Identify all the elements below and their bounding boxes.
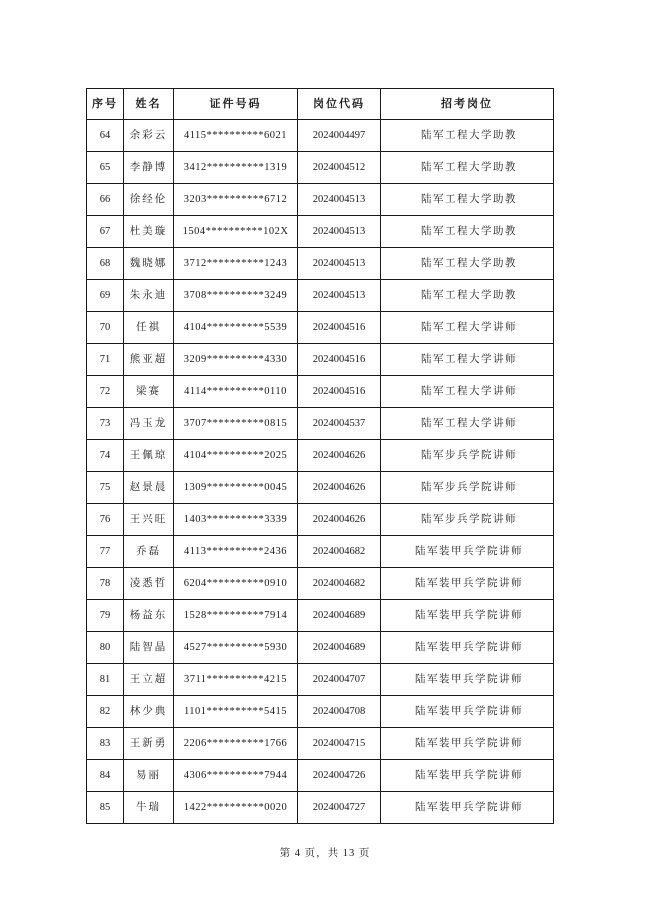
cell-position-code: 2024004626	[298, 472, 381, 504]
cell-index: 77	[87, 536, 124, 568]
table-header-row	[87, 89, 554, 120]
table-row	[87, 120, 554, 152]
cell-recruit-position: 陆军装甲兵学院讲师	[381, 664, 554, 696]
table-row	[87, 760, 554, 792]
cell-name: 王兴旺	[124, 504, 174, 536]
cell-position-code: 2024004682	[298, 568, 381, 600]
table-row	[87, 216, 554, 248]
cell-position-code: 2024004497	[298, 120, 381, 152]
cell-id-number: 3711**********4215	[174, 664, 298, 696]
table-row	[87, 376, 554, 408]
cell-position-code: 2024004516	[298, 344, 381, 376]
cell-recruit-position: 陆军工程大学讲师	[381, 376, 554, 408]
cell-id-number: 6204**********0910	[174, 568, 298, 600]
cell-name: 易丽	[124, 760, 174, 792]
cell-id-number: 1422**********0020	[174, 792, 298, 824]
cell-position-code: 2024004707	[298, 664, 381, 696]
table-row	[87, 152, 554, 184]
candidates-table	[86, 88, 554, 824]
table-row	[87, 312, 554, 344]
cell-index: 69	[87, 280, 124, 312]
cell-name: 李静博	[124, 152, 174, 184]
cell-recruit-position: 陆军装甲兵学院讲师	[381, 568, 554, 600]
cell-id-number: 3209**********4330	[174, 344, 298, 376]
cell-id-number: 4114**********0110	[174, 376, 298, 408]
table-row	[87, 472, 554, 504]
cell-id-number: 2206**********1766	[174, 728, 298, 760]
cell-name: 王立超	[124, 664, 174, 696]
cell-index: 65	[87, 152, 124, 184]
cell-position-code: 2024004513	[298, 280, 381, 312]
cell-name: 王新勇	[124, 728, 174, 760]
cell-id-number: 4104**********5539	[174, 312, 298, 344]
cell-recruit-position: 陆军工程大学助教	[381, 280, 554, 312]
table-row	[87, 280, 554, 312]
table-row	[87, 568, 554, 600]
cell-name: 熊亚超	[124, 344, 174, 376]
cell-index: 78	[87, 568, 124, 600]
cell-index: 76	[87, 504, 124, 536]
cell-name: 魏晓娜	[124, 248, 174, 280]
cell-recruit-position: 陆军工程大学讲师	[381, 408, 554, 440]
cell-recruit-position: 陆军工程大学讲师	[381, 312, 554, 344]
table-row	[87, 600, 554, 632]
cell-recruit-position: 陆军工程大学助教	[381, 184, 554, 216]
cell-index: 67	[87, 216, 124, 248]
cell-id-number: 4527**********5930	[174, 632, 298, 664]
cell-position-code: 2024004513	[298, 216, 381, 248]
cell-id-number: 4104**********2025	[174, 440, 298, 472]
cell-index: 74	[87, 440, 124, 472]
col-header-index: 序号	[87, 89, 124, 120]
cell-recruit-position: 陆军装甲兵学院讲师	[381, 792, 554, 824]
cell-recruit-position: 陆军工程大学助教	[381, 152, 554, 184]
cell-index: 82	[87, 696, 124, 728]
cell-name: 陆智晶	[124, 632, 174, 664]
cell-name: 赵景晨	[124, 472, 174, 504]
cell-position-code: 2024004516	[298, 312, 381, 344]
cell-id-number: 3203**********6712	[174, 184, 298, 216]
cell-name: 牛瑞	[124, 792, 174, 824]
cell-id-number: 4115**********6021	[174, 120, 298, 152]
cell-id-number: 3707**********0815	[174, 408, 298, 440]
table-row	[87, 664, 554, 696]
cell-recruit-position: 陆军工程大学助教	[381, 216, 554, 248]
cell-id-number: 3712**********1243	[174, 248, 298, 280]
table-row	[87, 792, 554, 824]
table-row	[87, 728, 554, 760]
cell-position-code: 2024004537	[298, 408, 381, 440]
cell-position-code: 2024004513	[298, 248, 381, 280]
cell-id-number: 1101**********5415	[174, 696, 298, 728]
cell-recruit-position: 陆军装甲兵学院讲师	[381, 696, 554, 728]
cell-name: 梁赛	[124, 376, 174, 408]
cell-index: 83	[87, 728, 124, 760]
cell-name: 凌悉哲	[124, 568, 174, 600]
cell-recruit-position: 陆军步兵学院讲师	[381, 504, 554, 536]
cell-index: 70	[87, 312, 124, 344]
cell-id-number: 3708**********3249	[174, 280, 298, 312]
cell-position-code: 2024004726	[298, 760, 381, 792]
cell-index: 71	[87, 344, 124, 376]
cell-id-number: 4113**********2436	[174, 536, 298, 568]
table-row	[87, 440, 554, 472]
cell-recruit-position: 陆军步兵学院讲师	[381, 472, 554, 504]
cell-index: 73	[87, 408, 124, 440]
table-row	[87, 184, 554, 216]
cell-id-number: 1528**********7914	[174, 600, 298, 632]
table-row	[87, 248, 554, 280]
table-row	[87, 696, 554, 728]
cell-position-code: 2024004708	[298, 696, 381, 728]
cell-index: 85	[87, 792, 124, 824]
cell-name: 任祺	[124, 312, 174, 344]
cell-recruit-position: 陆军装甲兵学院讲师	[381, 536, 554, 568]
cell-recruit-position: 陆军装甲兵学院讲师	[381, 728, 554, 760]
col-header-code: 岗位代码	[298, 89, 381, 120]
cell-id-number: 1403**********3339	[174, 504, 298, 536]
table-row	[87, 632, 554, 664]
table-row	[87, 536, 554, 568]
cell-name: 林少典	[124, 696, 174, 728]
cell-recruit-position: 陆军装甲兵学院讲师	[381, 760, 554, 792]
cell-recruit-position: 陆军装甲兵学院讲师	[381, 632, 554, 664]
cell-recruit-position: 陆军步兵学院讲师	[381, 440, 554, 472]
page-number: 第 4 页，共 13 页	[279, 848, 371, 859]
cell-position-code: 2024004689	[298, 600, 381, 632]
col-header-position: 招考岗位	[381, 89, 554, 120]
cell-position-code: 2024004727	[298, 792, 381, 824]
table-row	[87, 344, 554, 376]
cell-name: 徐经伦	[124, 184, 174, 216]
cell-index: 75	[87, 472, 124, 504]
cell-id-number: 4306**********7944	[174, 760, 298, 792]
col-header-name: 姓名	[124, 89, 174, 120]
cell-position-code: 2024004626	[298, 504, 381, 536]
cell-recruit-position: 陆军工程大学助教	[381, 248, 554, 280]
cell-name: 朱永迪	[124, 280, 174, 312]
cell-position-code: 2024004513	[298, 184, 381, 216]
cell-name: 冯玉龙	[124, 408, 174, 440]
cell-position-code: 2024004516	[298, 376, 381, 408]
cell-name: 余彩云	[124, 120, 174, 152]
cell-position-code: 2024004512	[298, 152, 381, 184]
table-row	[87, 408, 554, 440]
cell-recruit-position: 陆军工程大学讲师	[381, 344, 554, 376]
cell-recruit-position: 陆军工程大学助教	[381, 120, 554, 152]
cell-position-code: 2024004626	[298, 440, 381, 472]
cell-index: 66	[87, 184, 124, 216]
col-header-id: 证件号码	[174, 89, 298, 120]
cell-name: 乔磊	[124, 536, 174, 568]
cell-name: 王佩琼	[124, 440, 174, 472]
cell-position-code: 2024004689	[298, 632, 381, 664]
cell-position-code: 2024004682	[298, 536, 381, 568]
cell-id-number: 3412**********1319	[174, 152, 298, 184]
cell-name: 杜美璇	[124, 216, 174, 248]
cell-index: 72	[87, 376, 124, 408]
cell-index: 84	[87, 760, 124, 792]
cell-id-number: 1309**********0045	[174, 472, 298, 504]
table-row	[87, 504, 554, 536]
cell-position-code: 2024004715	[298, 728, 381, 760]
cell-id-number: 1504**********102X	[174, 216, 298, 248]
cell-index: 80	[87, 632, 124, 664]
cell-recruit-position: 陆军装甲兵学院讲师	[381, 600, 554, 632]
cell-index: 64	[87, 120, 124, 152]
cell-index: 81	[87, 664, 124, 696]
cell-name: 杨益东	[124, 600, 174, 632]
cell-index: 68	[87, 248, 124, 280]
cell-index: 79	[87, 600, 124, 632]
